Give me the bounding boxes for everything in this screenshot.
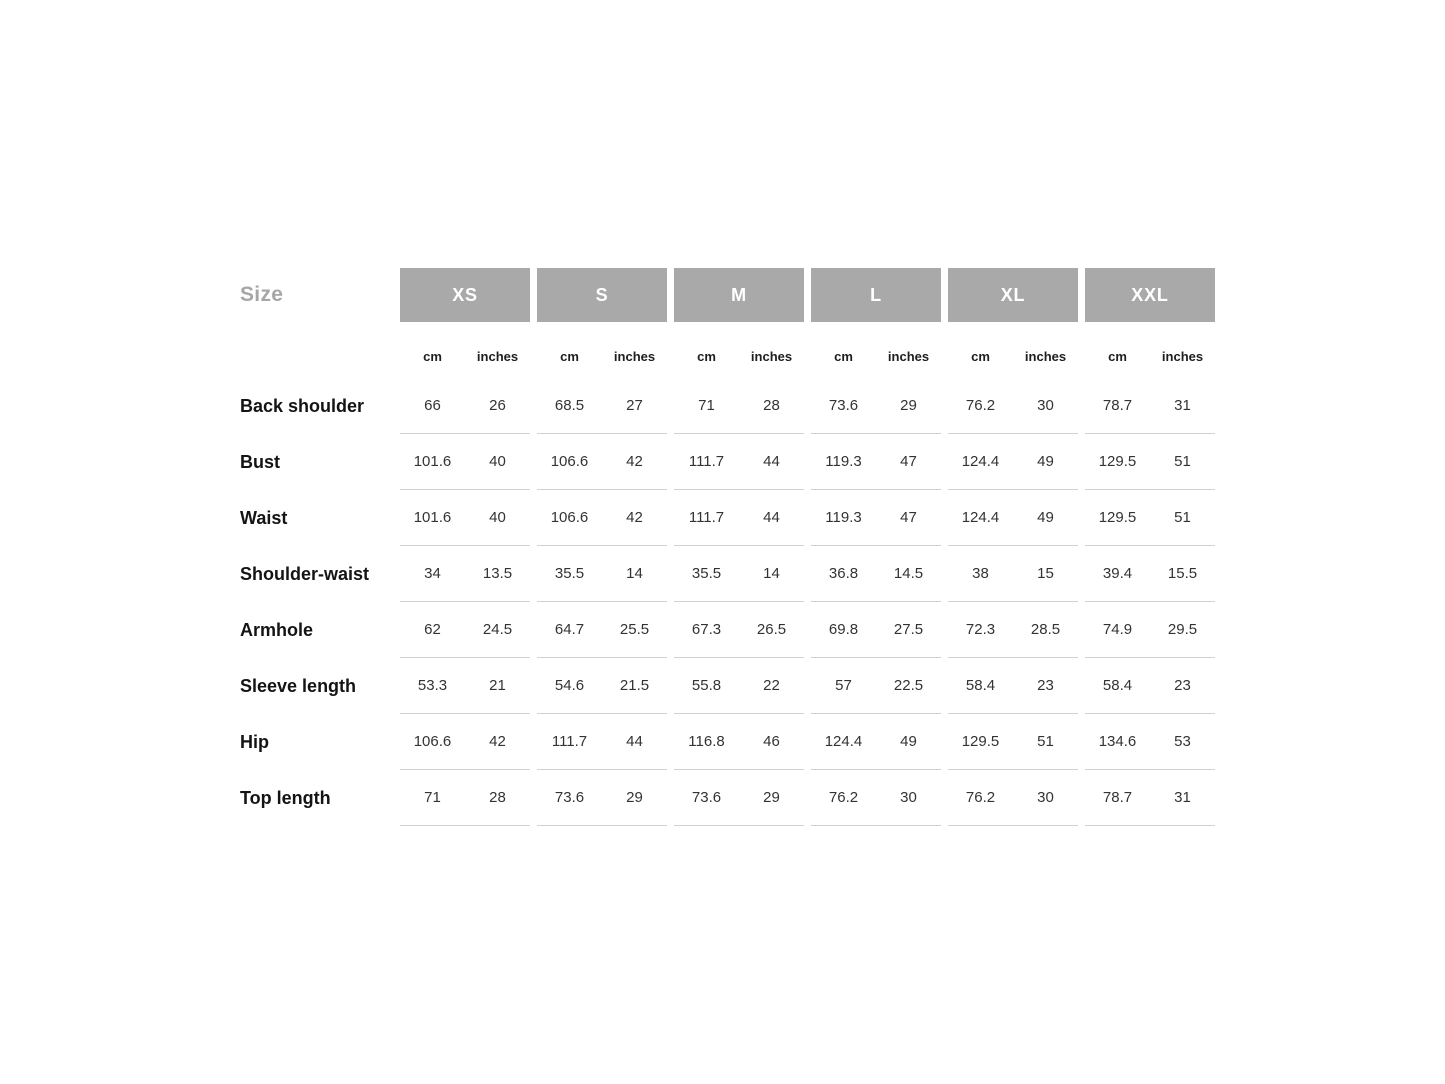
unit-label-cm: cm bbox=[423, 348, 442, 364]
value-inches: 46 bbox=[763, 733, 780, 750]
value-inches: 29 bbox=[626, 789, 643, 806]
value-cm: 101.6 bbox=[413, 509, 452, 526]
unit-label-inches: inches bbox=[887, 348, 930, 364]
value-cm: 106.6 bbox=[550, 453, 589, 470]
value-cell bbox=[674, 770, 804, 826]
value-inches: 24.5 bbox=[482, 621, 513, 638]
value-cell bbox=[400, 490, 530, 546]
value-cm: 58.4 bbox=[1102, 677, 1133, 694]
value-cm: 129.5 bbox=[1098, 509, 1137, 526]
unit-cell bbox=[948, 322, 1078, 378]
unit-label-cm: cm bbox=[560, 348, 579, 364]
value-inches: 47 bbox=[900, 453, 917, 470]
value-cm: 111.7 bbox=[688, 453, 725, 470]
unit-label-inches: inches bbox=[613, 348, 656, 364]
unit-cell bbox=[811, 322, 941, 378]
value-inches: 49 bbox=[1037, 509, 1054, 526]
value-cm: 35.5 bbox=[691, 565, 722, 582]
value-cm: 73.6 bbox=[691, 789, 722, 806]
value-cell bbox=[674, 714, 804, 770]
value-inches: 47 bbox=[900, 509, 917, 526]
value-cm: 36.8 bbox=[828, 565, 859, 582]
value-cm: 106.6 bbox=[413, 733, 452, 750]
value-inches: 27.5 bbox=[893, 621, 924, 638]
value-inches: 29 bbox=[900, 397, 917, 414]
value-cm: 101.6 bbox=[413, 453, 452, 470]
value-inches: 13.5 bbox=[482, 565, 513, 582]
value-cm: 76.2 bbox=[828, 789, 859, 806]
value-cell bbox=[537, 658, 667, 714]
value-cell bbox=[537, 546, 667, 602]
measurement-rows bbox=[240, 378, 1216, 826]
value-inches: 23 bbox=[1037, 677, 1054, 694]
unit-label-inches: inches bbox=[750, 348, 793, 364]
value-inches: 28.5 bbox=[1030, 621, 1061, 638]
value-cm: 62 bbox=[424, 621, 441, 638]
value-cm: 106.6 bbox=[550, 509, 589, 526]
value-cm: 34 bbox=[424, 565, 441, 582]
table-row bbox=[240, 714, 1216, 770]
value-inches: 40 bbox=[489, 453, 506, 470]
value-cell bbox=[811, 770, 941, 826]
value-cm: 76.2 bbox=[965, 397, 996, 414]
value-cell bbox=[948, 770, 1078, 826]
value-cell bbox=[537, 602, 667, 658]
value-cell bbox=[1085, 770, 1215, 826]
value-cell bbox=[1085, 378, 1215, 434]
value-cm: 119.3 bbox=[825, 509, 862, 526]
value-inches: 49 bbox=[900, 733, 917, 750]
value-cell bbox=[674, 658, 804, 714]
value-cell bbox=[811, 714, 941, 770]
value-cm: 129.5 bbox=[961, 733, 1000, 750]
value-cell bbox=[948, 378, 1078, 434]
value-inches: 53 bbox=[1174, 733, 1191, 750]
size-chart-table bbox=[240, 268, 1216, 826]
value-cm: 53.3 bbox=[417, 677, 448, 694]
value-cm: 66 bbox=[424, 397, 441, 414]
value-cell bbox=[400, 658, 530, 714]
table-row bbox=[240, 602, 1216, 658]
value-cm: 71 bbox=[424, 789, 441, 806]
value-cm: 54.6 bbox=[554, 677, 585, 694]
table-row bbox=[240, 546, 1216, 602]
value-cm: 134.6 bbox=[1098, 733, 1137, 750]
value-inches: 51 bbox=[1037, 733, 1054, 750]
value-cell bbox=[948, 490, 1078, 546]
value-cell bbox=[537, 378, 667, 434]
value-inches: 15 bbox=[1037, 565, 1054, 582]
value-cm: 35.5 bbox=[554, 565, 585, 582]
value-cell bbox=[537, 490, 667, 546]
value-cm: 71 bbox=[698, 397, 715, 414]
value-cm: 129.5 bbox=[1098, 453, 1137, 470]
value-cell bbox=[948, 714, 1078, 770]
unit-label-inches: inches bbox=[1024, 348, 1067, 364]
value-cm: 73.6 bbox=[828, 397, 859, 414]
row-label: Waist bbox=[240, 507, 288, 528]
value-inches: 42 bbox=[626, 453, 643, 470]
value-cm: 67.3 bbox=[691, 621, 722, 638]
value-cm: 119.3 bbox=[825, 453, 862, 470]
value-cm: 124.4 bbox=[961, 509, 1000, 526]
value-inches: 42 bbox=[626, 509, 643, 526]
value-cell bbox=[674, 546, 804, 602]
unit-cell bbox=[1085, 322, 1215, 378]
value-inches: 22 bbox=[763, 677, 780, 694]
value-cell bbox=[811, 378, 941, 434]
value-inches: 28 bbox=[489, 789, 506, 806]
value-cell bbox=[1085, 546, 1215, 602]
value-inches: 21 bbox=[489, 677, 506, 694]
value-cell bbox=[537, 770, 667, 826]
value-cm: 116.8 bbox=[688, 733, 725, 750]
value-cm: 78.7 bbox=[1102, 789, 1133, 806]
value-cell bbox=[811, 658, 941, 714]
unit-label-cm: cm bbox=[1108, 348, 1127, 364]
value-cell bbox=[811, 602, 941, 658]
value-inches: 44 bbox=[763, 453, 780, 470]
value-inches: 44 bbox=[763, 509, 780, 526]
value-cell bbox=[948, 658, 1078, 714]
value-inches: 26 bbox=[489, 397, 506, 414]
value-cell bbox=[400, 714, 530, 770]
value-cm: 124.4 bbox=[824, 733, 863, 750]
value-inches: 15.5 bbox=[1167, 565, 1198, 582]
size-header-l: L bbox=[811, 268, 941, 322]
value-cell bbox=[400, 434, 530, 490]
value-cm: 76.2 bbox=[965, 789, 996, 806]
table-row bbox=[240, 490, 1216, 546]
unit-header-row bbox=[240, 322, 1216, 378]
value-inches: 23 bbox=[1174, 677, 1191, 694]
value-cell bbox=[400, 602, 530, 658]
value-cell bbox=[674, 378, 804, 434]
unit-cell bbox=[674, 322, 804, 378]
unit-label-cm: cm bbox=[971, 348, 990, 364]
value-cm: 72.3 bbox=[965, 621, 996, 638]
table-row bbox=[240, 434, 1216, 490]
value-cell bbox=[811, 546, 941, 602]
value-cell bbox=[537, 714, 667, 770]
table-row bbox=[240, 658, 1216, 714]
value-cell bbox=[1085, 490, 1215, 546]
value-inches: 25.5 bbox=[619, 621, 650, 638]
value-inches: 21.5 bbox=[619, 677, 650, 694]
value-inches: 30 bbox=[1037, 397, 1054, 414]
value-inches: 29 bbox=[763, 789, 780, 806]
value-inches: 51 bbox=[1174, 453, 1191, 470]
value-inches: 51 bbox=[1174, 509, 1191, 526]
value-cell bbox=[948, 546, 1078, 602]
value-cell bbox=[1085, 434, 1215, 490]
value-cell bbox=[948, 602, 1078, 658]
value-cm: 38 bbox=[972, 565, 989, 582]
size-header-xxl: XXL bbox=[1085, 268, 1215, 322]
value-inches: 28 bbox=[763, 397, 780, 414]
value-cell bbox=[948, 434, 1078, 490]
unit-label-inches: inches bbox=[476, 348, 519, 364]
table-row bbox=[240, 378, 1216, 434]
value-inches: 30 bbox=[900, 789, 917, 806]
value-cell bbox=[1085, 658, 1215, 714]
value-cm: 57 bbox=[835, 677, 852, 694]
value-inches: 27 bbox=[626, 397, 643, 414]
value-cm: 58.4 bbox=[965, 677, 996, 694]
value-cm: 78.7 bbox=[1102, 397, 1133, 414]
unit-cell bbox=[400, 322, 530, 378]
unit-cell bbox=[537, 322, 667, 378]
unit-label-cm: cm bbox=[697, 348, 716, 364]
size-label: Size bbox=[240, 283, 284, 306]
row-label: Top length bbox=[240, 787, 331, 808]
row-label: Shoulder-waist bbox=[240, 563, 370, 584]
value-inches: 31 bbox=[1174, 789, 1191, 806]
value-cm: 64.7 bbox=[554, 621, 585, 638]
value-cell bbox=[400, 378, 530, 434]
value-cell bbox=[674, 434, 804, 490]
value-inches: 40 bbox=[489, 509, 506, 526]
value-cm: 73.6 bbox=[554, 789, 585, 806]
value-cell bbox=[400, 546, 530, 602]
row-label: Armhole bbox=[240, 619, 314, 640]
value-cm: 39.4 bbox=[1102, 565, 1133, 582]
value-inches: 22.5 bbox=[893, 677, 924, 694]
value-inches: 42 bbox=[489, 733, 506, 750]
value-cell bbox=[537, 434, 667, 490]
value-inches: 14 bbox=[763, 565, 780, 582]
value-inches: 31 bbox=[1174, 397, 1191, 414]
value-inches: 44 bbox=[626, 733, 643, 750]
row-label: Bust bbox=[240, 451, 280, 472]
unit-row-spacer bbox=[240, 322, 393, 378]
unit-label-cm: cm bbox=[834, 348, 853, 364]
size-header-s: S bbox=[537, 268, 667, 322]
value-inches: 26.5 bbox=[756, 621, 787, 638]
value-cm: 111.7 bbox=[551, 733, 588, 750]
value-cm: 111.7 bbox=[688, 509, 725, 526]
value-cell bbox=[811, 490, 941, 546]
size-header-xl: XL bbox=[948, 268, 1078, 322]
table-row bbox=[240, 770, 1216, 826]
value-inches: 14.5 bbox=[893, 565, 924, 582]
row-label: Hip bbox=[240, 731, 269, 752]
unit-label-inches: inches bbox=[1161, 348, 1204, 364]
value-cm: 55.8 bbox=[691, 677, 722, 694]
value-cm: 69.8 bbox=[828, 621, 859, 638]
value-inches: 29.5 bbox=[1167, 621, 1198, 638]
value-inches: 14 bbox=[626, 565, 643, 582]
value-cell bbox=[811, 434, 941, 490]
value-cm: 124.4 bbox=[961, 453, 1000, 470]
size-header-xs: XS bbox=[400, 268, 530, 322]
size-header-m: M bbox=[674, 268, 804, 322]
size-header-row bbox=[240, 268, 1216, 322]
value-cell bbox=[1085, 602, 1215, 658]
row-label: Back shoulder bbox=[240, 395, 365, 416]
value-cell bbox=[674, 490, 804, 546]
row-label: Sleeve length bbox=[240, 675, 357, 696]
value-cell bbox=[1085, 714, 1215, 770]
value-cell bbox=[400, 770, 530, 826]
value-cm: 68.5 bbox=[554, 397, 585, 414]
value-inches: 49 bbox=[1037, 453, 1054, 470]
value-inches: 30 bbox=[1037, 789, 1054, 806]
value-cm: 74.9 bbox=[1102, 621, 1133, 638]
value-cell bbox=[674, 602, 804, 658]
